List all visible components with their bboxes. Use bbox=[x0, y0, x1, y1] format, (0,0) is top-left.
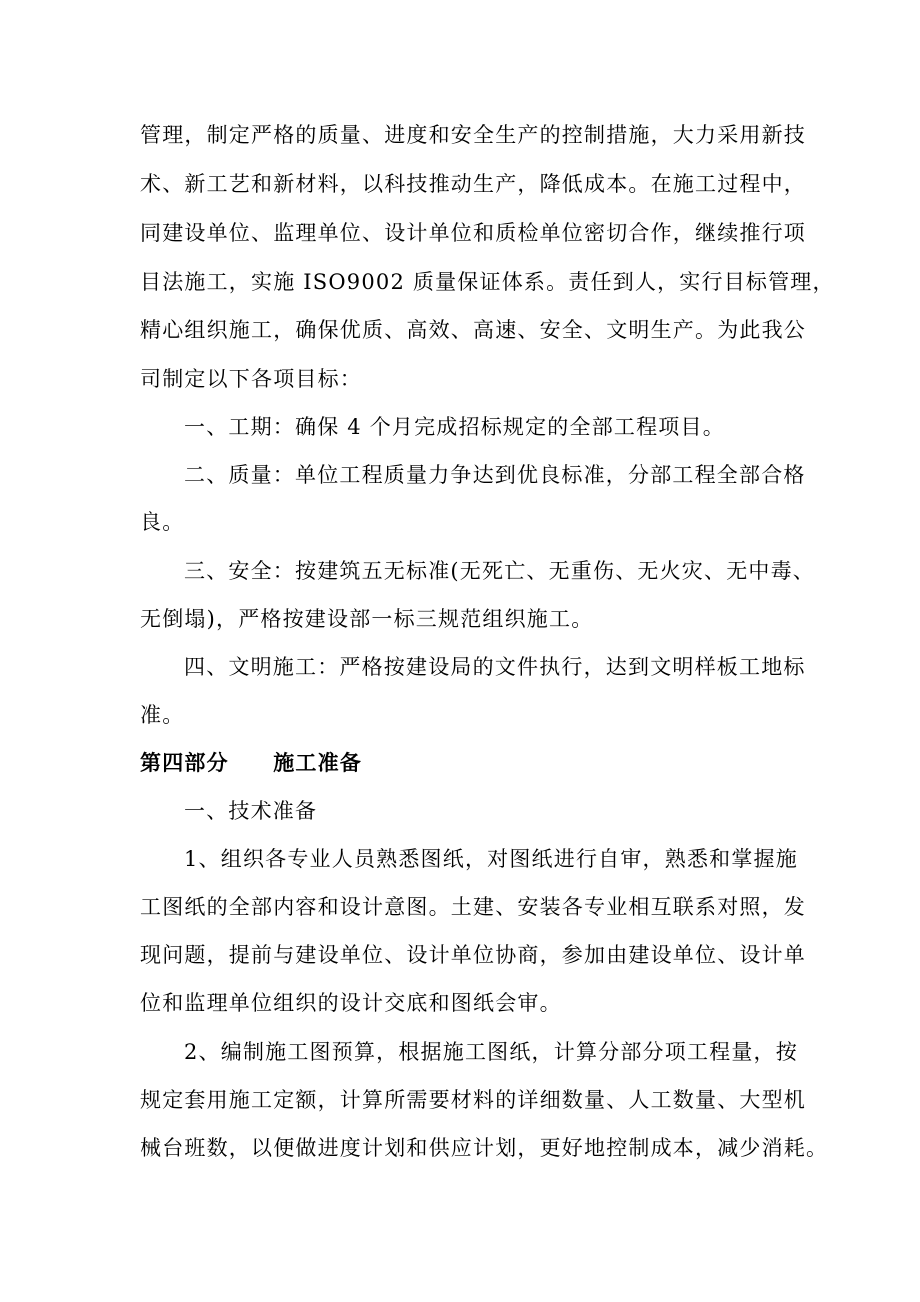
paragraph-line: 术、新工艺和新材料，以科技推动生产，降低成本。在施工过程中， bbox=[140, 172, 806, 196]
paragraph-line: 同建设单位、监理单位、设计单位和质检单位密切合作，继续推行项 bbox=[140, 221, 806, 245]
goal-safety: 三、安全：按建筑五无标准(无死亡、无重伤、无火灾、无中毒、 bbox=[184, 559, 815, 583]
paragraph-line: 无倒塌)，严格按建设部一标三规范组织施工。 bbox=[140, 607, 594, 631]
subsection-heading: 一、技术准备 bbox=[184, 799, 318, 823]
goal-civilized-construction: 四、文明施工：严格按建设局的文件执行，达到文明样板工地标 bbox=[184, 655, 806, 679]
paragraph-line: 管理，制定严格的质量、进度和安全生产的控制措施，大力采用新技 bbox=[140, 123, 806, 147]
paragraph-line: 目法施工，实施 ISO9002 质量保证体系。责任到人，实行目标管理， bbox=[140, 270, 835, 294]
paragraph-line: 良。 bbox=[140, 510, 185, 534]
paragraph-line: 规定套用施工定额，计算所需要材料的详细数量、人工数量、大型机 bbox=[140, 1088, 806, 1112]
paragraph-line: 司制定以下各项目标： bbox=[140, 367, 362, 391]
goal-schedule: 一、工期：确保 4 个月完成招标规定的全部工程项目。 bbox=[184, 415, 725, 439]
paragraph-line: 械台班数，以便做进度计划和供应计划，更好地控制成本，减少消耗。 bbox=[140, 1136, 829, 1160]
paragraph-line: 精心组织施工，确保优质、高效、高速、安全、文明生产。为此我公 bbox=[140, 318, 806, 342]
paragraph-line: 1、组织各专业人员熟悉图纸，对图纸进行自审，熟悉和掌握施 bbox=[184, 847, 798, 871]
paragraph-line: 工图纸的全部内容和设计意图。土建、安装各专业相互联系对照，发 bbox=[140, 895, 806, 919]
section-heading: 第四部分 施工准备 bbox=[140, 750, 362, 775]
paragraph-line: 准。 bbox=[140, 703, 185, 727]
goal-quality: 二、质量：单位工程质量力争达到优良标准，分部工程全部合格 bbox=[184, 463, 806, 487]
paragraph-line: 现问题，提前与建设单位、设计单位协商，参加由建设单位、设计单 bbox=[140, 943, 806, 967]
paragraph-line: 2、编制施工图预算，根据施工图纸，计算分部分项工程量，按 bbox=[184, 1040, 798, 1064]
paragraph-line: 位和监理单位组织的设计交底和图纸会审。 bbox=[140, 991, 562, 1015]
